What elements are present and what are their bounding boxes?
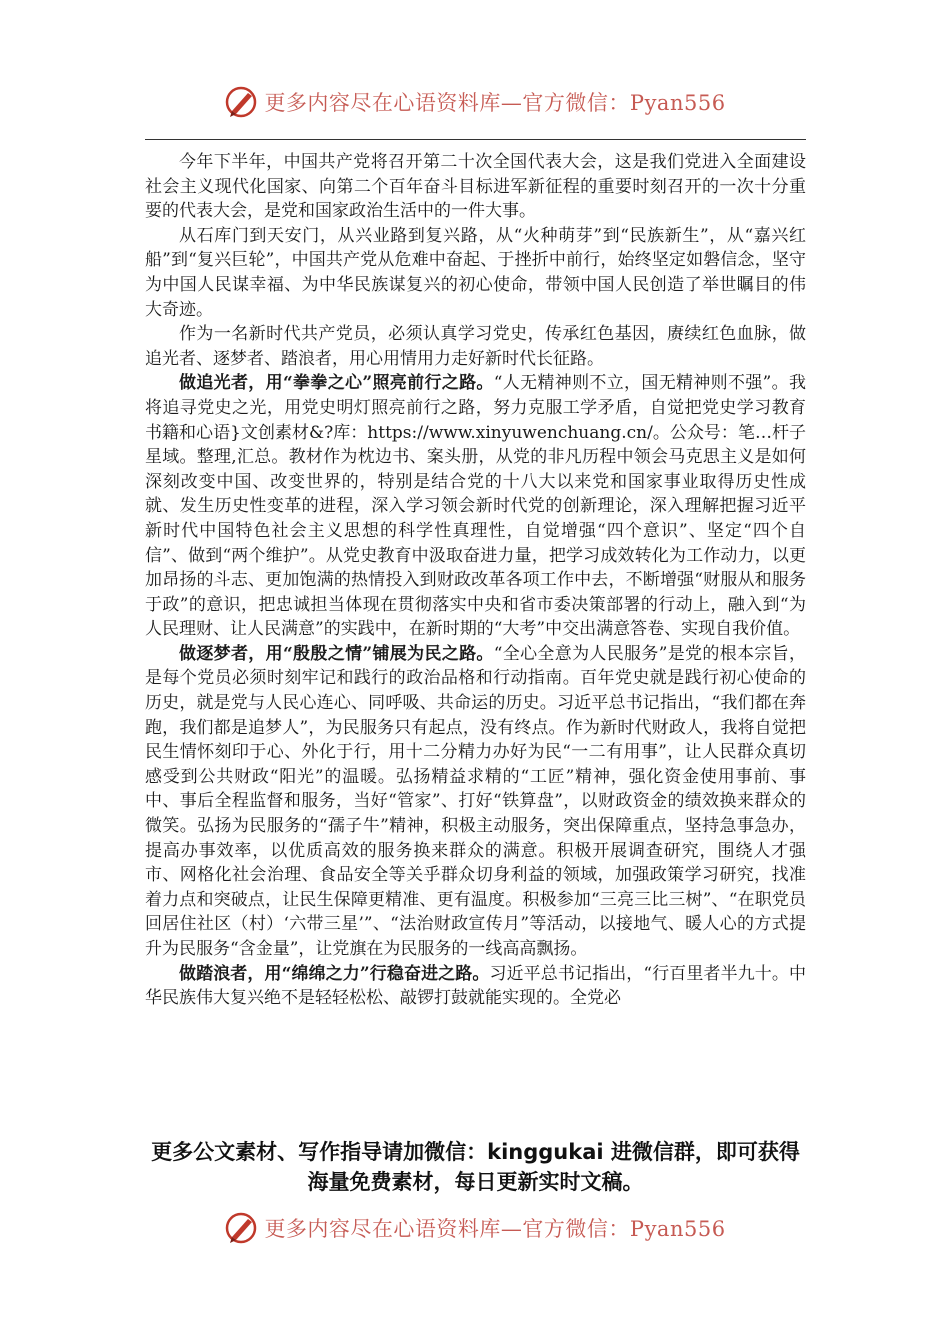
paragraph-text: 作为一名新时代共产党员，必须认真学习党史，传承红色基因，赓续红色血脉，做追光者、逐梦者、踏浪者，用心用情用力走好新时代长征路。 (145, 324, 806, 369)
pen-logo-icon (224, 1210, 260, 1246)
paragraph-text: 今年下半年，中国共产党将召开第二十次全国代表大会，这是我们党进入全面建设社会主义现代化国家、向第二个百年奋斗目标进军新征程的重要时刻召开的一次十分重要的代表大会，是党和国家政治生活中的一件大事。 (145, 152, 806, 222)
footer-banner (0, 1208, 950, 1248)
paragraph-lead: 做踏浪者，用“绵绵之力”行稳奋进之路。 (179, 963, 490, 984)
paragraph (145, 642, 806, 962)
paragraph (145, 962, 806, 1011)
paragraph-text: 习近平总书记指出，“行百里者半九十。中华民族伟大复兴绝不是轻轻松松、敲锣打鼓就能实现的。全党必 (145, 963, 806, 1009)
paragraph-text: 从石库门到天安门，从兴业路到复兴路，从“火种萌芽”到“民族新生”，从“嘉兴红船”到“复兴巨轮”，中国共产党从危难中奋起、于挫折中前行，始终坚定如磐信念，坚守为中国人民谋幸福、为中华民族谋复兴的初心使命，带领中国人民创造了举世瞩目的伟大奇迹。 (145, 225, 806, 320)
promo-notice: 更多公文素材、写作指导请加微信：kinggukai 进微信群，即可获得海量免费素材，每日更新实时文稿。 (151, 1140, 800, 1194)
paragraph-lead: 做逐梦者，用“殷殷之情”铺展为民之路。 (179, 643, 494, 664)
paragraph-text: “全心全意为人民服务”是党的根本宗旨，是每个党员必须时刻牢记和践行的政治品格和行动指南。百年党史就是践行初心使命的历史，就是党与人民心连心、同呼吸、共命运的历史。习近平总书记指出，“我们都在奔跑，我们都是追梦人”，为民服务只有起点，没有终点。作为新时代财政人，我将自觉把民生情怀刻印于心、外化于行，用十二分精力办好为民“一二有用事”，让人民群众真切感受到公共财政“阳光”的温暖。弘扬精益求精的“工匠”精神，强化资金使用事前、事中、事后全程监督和服务，当好“管家”、打好“铁算盘”，以财政资金的绩效换来群众的微笑。弘扬为民服务的“孺子牛”精神，积极主动服务，突出保障重点，坚持急事急办，提高办事效率，以优质高效的服务换来群众的满意。积极开展调查研究，围绕人才强市、网格化社会治理、食品安全等关乎群众切身利益的领域，加强政策学习研究，找准着力点和突破点，让民生保障更精准、更有温度。积极参加“三亮三比三树”、“在职党员回居住社区（村）‘六带三星’”、“法治财政宣传月”等活动，以接地气、暖人心的方式提升为民服务“含金量”，让党旗在为民服务的一线高高飘扬。 (145, 643, 806, 959)
paragraph-lead: 做追光者，用“拳拳之心”照亮前行之路。 (179, 373, 494, 394)
paragraph (145, 322, 806, 371)
paragraph-text: “人无精神则不立，国无精神则不强”。我将追寻党史之光，用党史明灯照亮前行之路，努力克服工学矛盾，自觉把党史学习教育书籍和心语}文创素材&?库：https://www.xinyuwenchuang.cn/。公众号：笔…杆子星域。整理,汇总。教材作为枕边书、案头册，从党的非凡历程中领会马克思主义是如何深刻改变中国、改变世界的，特别是结合党的十八大以来党和国家事业取得历史性成就、发生历史性变革的进程，深入学习领会新时代党的创新理论，深入理解把握习近平新时代中国特色社会主义思想的科学性真理性，自觉增强“四个意识”、坚定“四个自信”、做到“两个维护”。从党史教育中汲取奋进力量，把学习成效转化为工作动力，以更加昂扬的斗志、更加饱满的热情投入到财政改革各项工作中去，不断增强“财服从和服务于政”的意识，把忠诚担当体现在贯彻落实中央和省市委决策部署的行动上，融入到“为人民理财、让人民满意”的实践中，在新时期的“大考”中交出满意答卷、实现自我价值。 (145, 373, 806, 640)
header-banner (0, 82, 950, 122)
pen-logo-icon (224, 84, 260, 120)
paragraph (145, 371, 806, 642)
paragraph (145, 224, 806, 322)
paragraph (145, 150, 806, 224)
header-divider (145, 139, 806, 140)
footer-banner-text: 更多内容尽在心语资料库—官方微信：Pyan556 (264, 1217, 726, 1241)
article-body (145, 150, 806, 1011)
header-banner-text: 更多内容尽在心语资料库—官方微信：Pyan556 (264, 91, 726, 115)
